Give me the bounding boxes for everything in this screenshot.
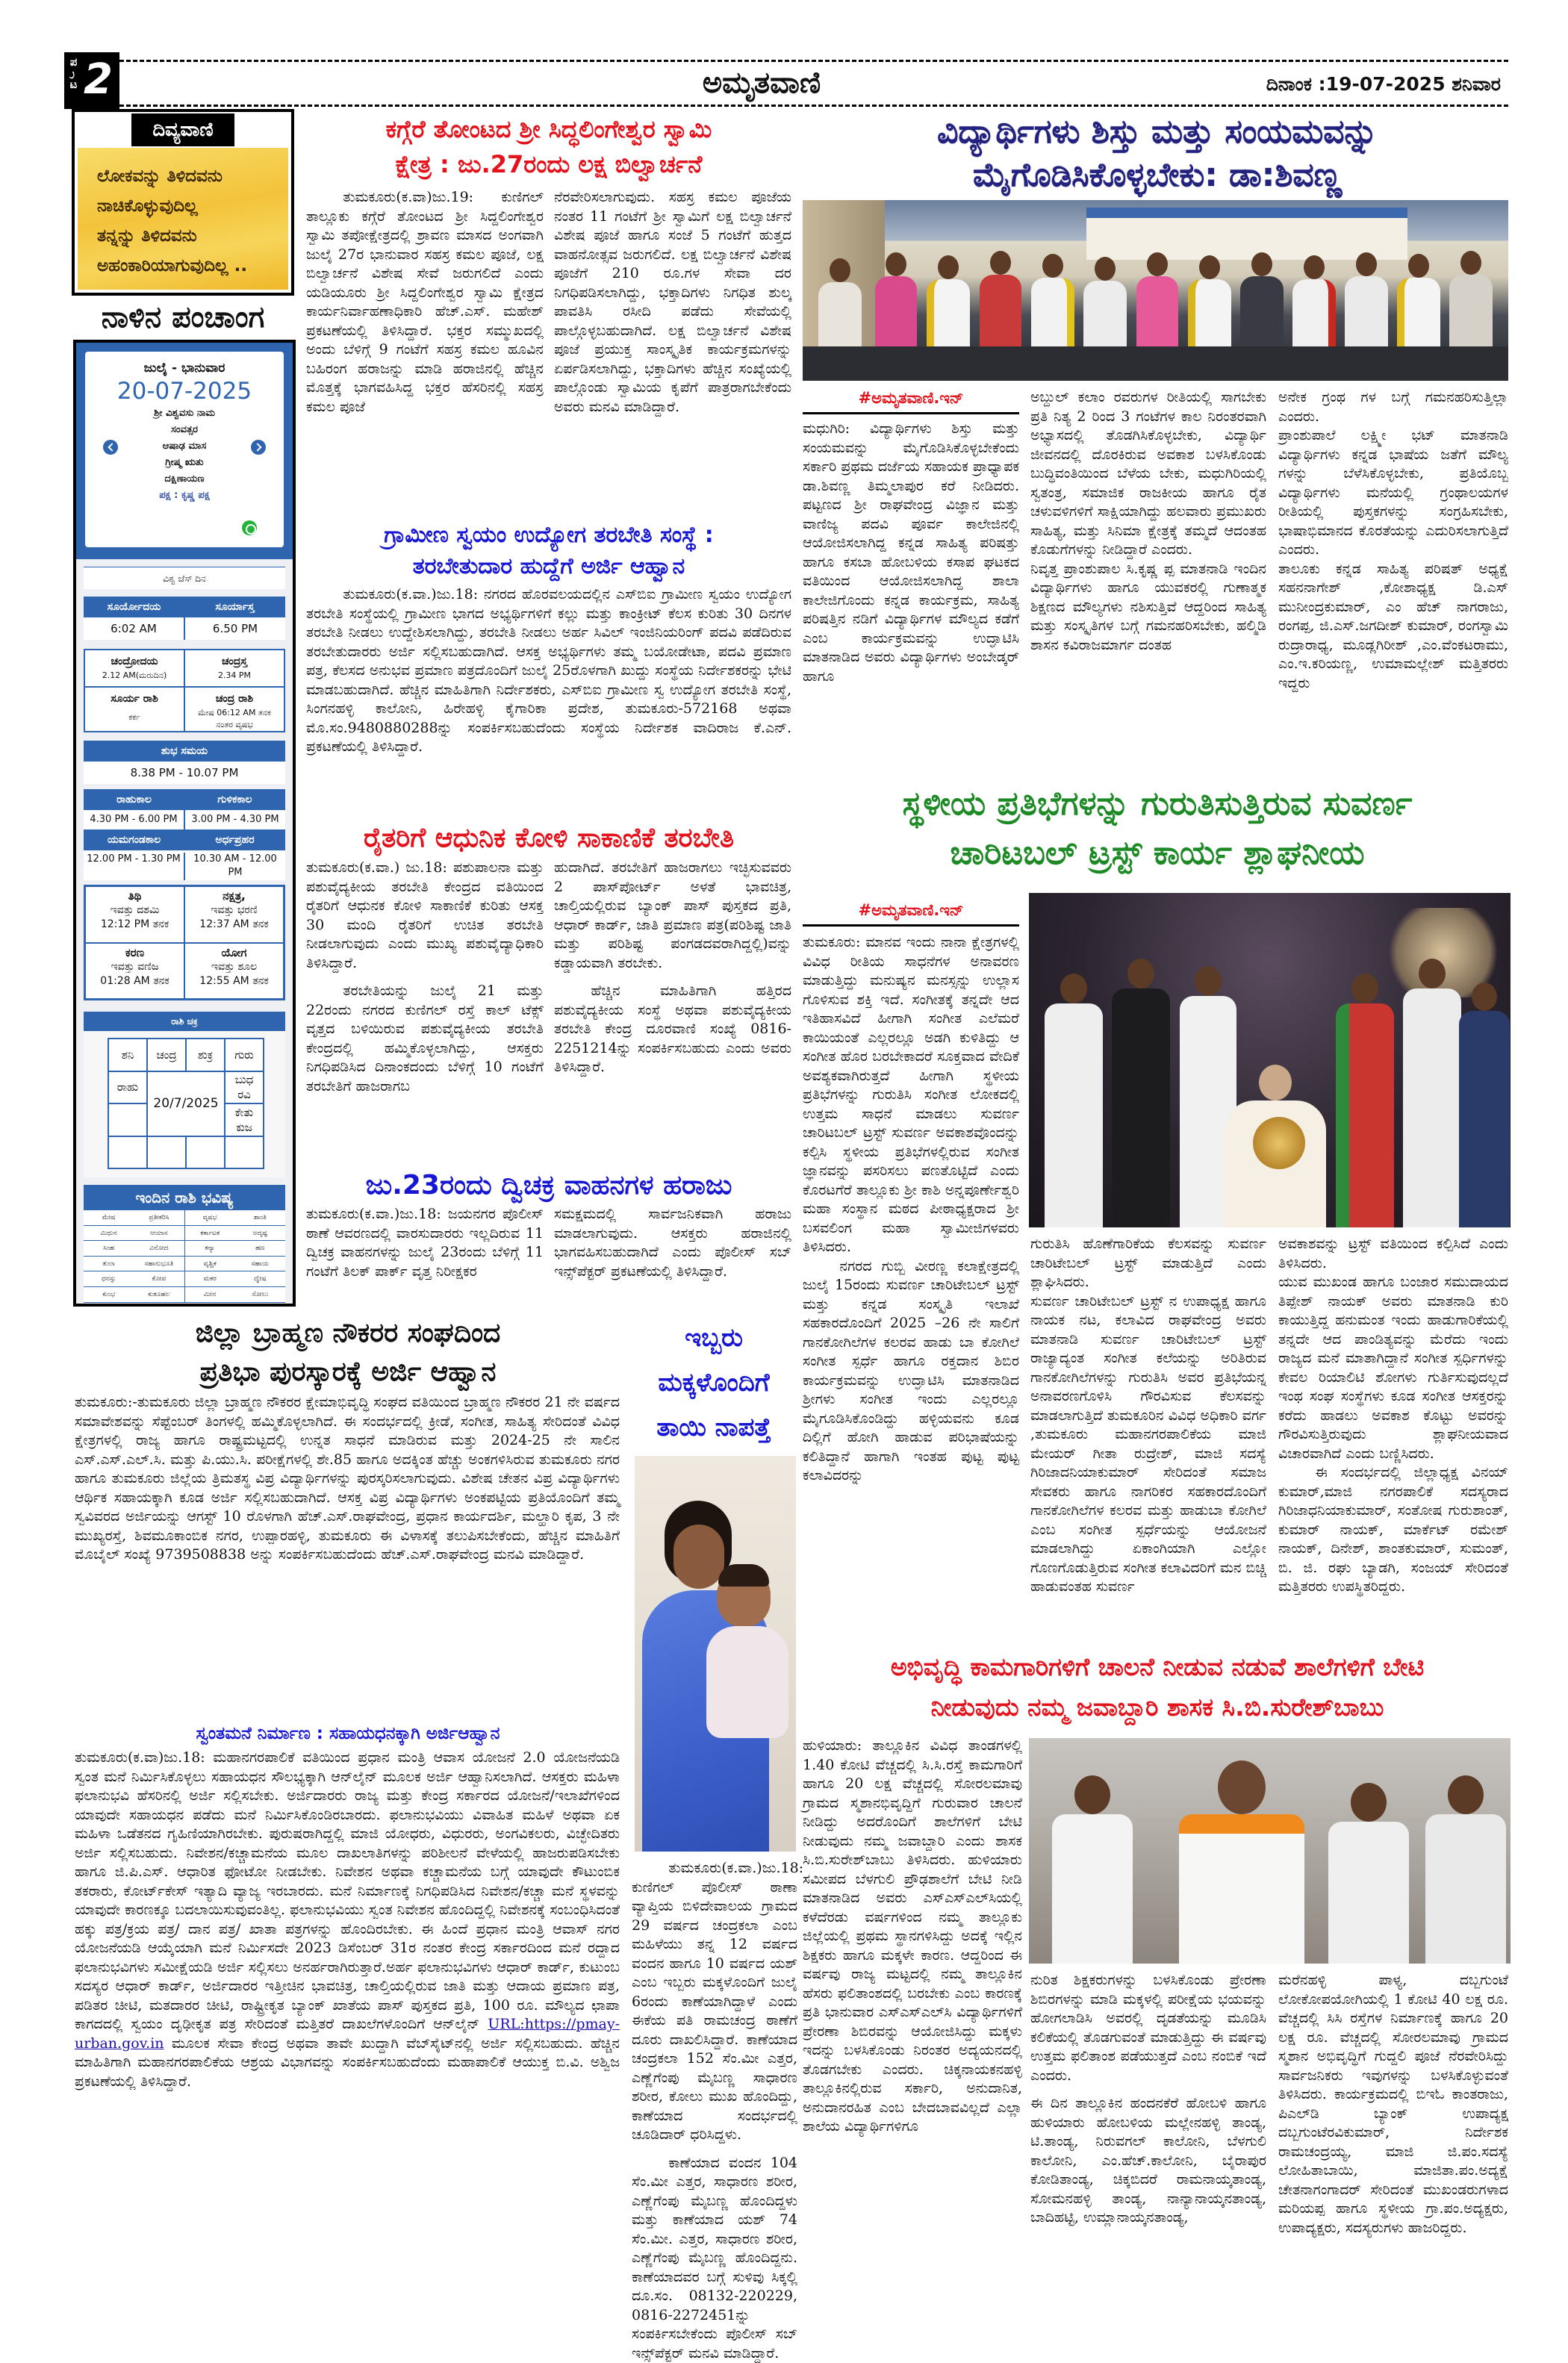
rashi-bhavishya-title: ಇಂದಿನ ರಾಶಿ ಭವಿಷ್ಯ — [84, 1185, 285, 1210]
sunrise-value: 6:02 AM — [84, 617, 184, 640]
divyavani-label: ದಿವ್ಯವಾಣಿ — [131, 113, 234, 146]
sunset-label: ಸೂರ್ಯಾಸ್ತ — [184, 597, 285, 617]
article-koli-col1 — [306, 859, 544, 1165]
surya-rashi-value: ಕರ್ಕ — [85, 712, 184, 723]
caption-rule — [803, 412, 1019, 414]
chakra-cell — [186, 1039, 225, 1071]
article-brahmana-body — [75, 1393, 620, 1719]
article-paragraph: ತುಮಕೂರು(ಕ.ವಾ.)ಜು.18: ಕುಣಿಗಲ್ ಪೊಲೀಸ್ ಠಾಣಾ ವ್ಯಾಪ್ತಿಯ ಬಿಳಿದೇವಾಲಯ ಗ್ರಾಮದ 29 ವರ್ಷದ ಚಂದ್ರಕಲಾ ಎಂಬ ಮಹಿಳೆಯು ತನ್ನ 12 ವರ್ಷದ ವಂದನ ಹಾಗೂ 10 ವರ್ಷದ ಯಶ್ ಎಂಬ ಇಬ್ಬರು ಮಕ್ಕಳೊಂದಿಗೆ ಜುಲೈ 6ರಂದು ಕಾಣೆಯಾಗಿದ್ದಾಳೆ ಎಂದು ಈಕೆಯ ಪತಿ ರಾಮಚಂದ್ರ ಠಾಣೆಗೆ ದೂರು ದಾಖಲಿಸಿದ್ದಾರೆ. ಕಾಣೆಯಾದ ಚಂದ್ರಕಲಾ 152 ಸೆಂ.ಮೀ ಎತ್ತರ, ಎಣ್ಣೆಗೆಂಪು ಮೈಬಣ್ಣ ಸಾಧಾರಣ ಶರೀರ, ಕೋಲು ಮುಖ ಹೊಂದಿದ್ದು, ಕಾಣೆಯಾದ ಸಂದರ್ಭದಲ್ಲಿ ಚೂಡಿದಾರ್ ಧರಿಸಿದ್ದಳು. — [632, 1859, 797, 2145]
rashi-prediction: ಅದೃಷ್ಟ — [235, 1226, 285, 1241]
panchanga-anga-grid — [84, 885, 285, 1000]
headline-line: ಇಬ್ಬರು — [629, 1316, 799, 1360]
rahukala-label: ರಾಹುಕಾಲ — [84, 789, 184, 810]
rashi-sign: ವೃಶ್ಚಿಕ — [184, 1257, 235, 1271]
article-swaudyoga-body — [306, 585, 791, 817]
rashi-sign: ತುಲಾ — [84, 1257, 134, 1271]
sunrise-label: ಸೂರ್ಯೋದಯ — [84, 597, 184, 617]
panchanga-detail: ಗ್ರೀಷ್ಮ ಋತು — [85, 455, 284, 471]
surya-rashi-cell — [84, 687, 184, 732]
bhavishya-row — [84, 1226, 285, 1242]
page-number: 2 — [84, 55, 113, 105]
chakra-cell — [147, 1039, 186, 1071]
headline-line: ಚಾರಿಟಬಲ್ ಟ್ರಸ್ಟ್ ಕಾರ್ಯ ಶ್ಲಾಘನೀಯ — [803, 829, 1512, 878]
article-paragraph: ನಿವೃತ್ತ ಪ್ರಾಂಶುಪಾಲ ಸಿ.ಕೃಷ್ಣ ಪ್ಪ ಮಾತನಾಡಿ ಇಂದಿನ ವಿದ್ಯಾರ್ಥಿಗಳು ಹಾಗೂ ಯುವಕರಲ್ಲಿ ಗುಣಾತ್ಮಕ ಶಿಕ್ಷಣದ ಮೌಲ್ಯಗಳು ನಶಿಸುತ್ತಿವೆ ಆದ್ದರಿಂದ ಸಾಹಿತ್ಯ ಮತ್ತು ಸಂಸ್ಕೃತಿಗಳ ಬಗ್ಗೆ ಗಮನಹರಿಸಬೇಕು, ಹಲ್ಮಿಡಿ ಶಾಸನ ಕವಿರಾಜಮಾರ್ಗ ದಂತಹ — [1030, 560, 1266, 656]
panchanga-date: 20-07-2025 — [85, 377, 284, 405]
article-kaggere-col1 — [306, 188, 544, 514]
headline-line: ಪ್ರತಿಭಾ ಪುರಸ್ಕಾರಕ್ಕೆ ಅರ್ಜಿ ಆಹ್ವಾನ — [72, 1353, 624, 1392]
photo-person — [1425, 1775, 1507, 1964]
rashi-sign: ಕರ್ಕಾಟಕ — [184, 1226, 235, 1241]
sun-header — [84, 597, 285, 617]
sun-values — [84, 617, 285, 640]
panchanga-detail: ಸಂವತ್ಸರ — [85, 422, 284, 438]
photo-person — [1335, 974, 1395, 1227]
graha: ಶುಕ್ರ — [187, 1047, 224, 1062]
chakra-cell — [225, 1039, 264, 1071]
karana-until: 01:28 AM ತನಕ — [86, 974, 184, 989]
article-text: ಮೂಲಕ ಸೇವಾ ಕೇಂದ್ರ ಅಥವಾ ತಾವೇ ಖುದ್ದಾಗಿ ವೆಬ್‌ಸೈಟ್‌ನಲ್ಲಿ ಅರ್ಜಿ ಸಲ್ಲಿಸಬಹುದು. ಹೆಚ್ಚಿನ ಮಾಹಿತಿಗಾಗಿ ಮಹಾನಗರಪಾಲಿಕೆಯ ಆಶ್ರಯ ವಿಭಾಗವನ್ನು ಸಂಪರ್ಕಿಸಬಹುದೆಂದು ಮಹಾಪಾಲಿಕೆ ಆಯುಕ್ತ ಬಿ.ವಿ. ಅಶ್ವಿಜ ಪ್ರಕಟಣೆಯಲ್ಲಿ ತಿಳಿಸಿದ್ದಾರೆ. — [75, 2035, 620, 2090]
shubha-value: 8.38 PM - 10.07 PM — [84, 762, 285, 784]
photo-person — [1044, 974, 1104, 1227]
kala-header — [84, 829, 285, 850]
chevron-left-icon[interactable] — [103, 440, 118, 455]
karana-cell — [85, 943, 184, 1000]
panchanga-title: ನಾಳಿನ ಪಂಚಾಂಗ — [72, 299, 294, 336]
article-paragraph: ತುಮಕೂರು:-ತುಮಕೂರು ಜಿಲ್ಲಾ ಬ್ರಾಹ್ಮಣ ನೌಕರರ ಕ್ಷೇಮಾಭಿವೃದ್ಧಿ ಸಂಘದ ವತಿಯಿಂದ ಬ್ರಾಹ್ಮಣ ನೌಕರರ 21 ನೇ ವರ್ಷದ ಸಮಾವೇಶವನ್ನು ಸೆಪ್ಟೆಂಬರ್ ತಿಂಗಳಲ್ಲಿ ಹಮ್ಮಿಕೊಳ್ಳಲಾಗಿದೆ. ಈ ಸಂದರ್ಭದಲ್ಲಿ ಕ್ರೀಡೆ, ಸಂಗೀತ, ಸಾಹಿತ್ಯ ಸೇರಿದಂತೆ ವಿವಿಧ ಕ್ಷೇತ್ರಗಳಲ್ಲಿ ರಾಜ್ಯ ಹಾಗೂ ರಾಷ್ಟ್ರಮಟ್ಟದಲ್ಲಿ ಉನ್ನತ ಸಾಧನೆ ಮಾಡಿರುವ ಮತ್ತು 2024-25 ನೇ ಸಾಲಿನ ಎಸ್.ಎಸ್.ಎಲ್.ಸಿ. ಮತ್ತು ಪಿ.ಯು.ಸಿ. ಪರೀಕ್ಷೆಗಳಲ್ಲಿ ಶೇ.85 ಹಾಗೂ ಅದಕ್ಕಿಂತ ಹೆಚ್ಚು ಅಂಕಗಳಿಸಿರುವ ತುಮಕೂರು ನಗರ ಹಾಗೂ ತುಮಕೂರು ಜಿಲ್ಲೆಯ ತ್ರಿಮತಸ್ಥ ವಿಪ್ರ ವಿದ್ಯಾರ್ಥಿಗಳನ್ನು ಪುರಸ್ಕರಿಸಲಾಗುವುದು. ವಿಶೇಷ ಚೇತನ ವಿಪ್ರ ವಿದ್ಯಾರ್ಥಿಗಳು ಆರ್ಥಿಕ ಸಹಾಯಕ್ಕಾಗಿ ಕೂಡ ಅರ್ಜಿ ಸಲ್ಲಿಸಬಹುದಾಗಿದೆ. ಆಸಕ್ತ ವಿಪ್ರ ವಿದ್ಯಾರ್ಥಿಗಳು ಅಂಕಪಟ್ಟಿಯ ಪ್ರತಿಯೊಂದಿಗೆ ತಮ್ಮ ಸ್ವವಿವರದ ಅರ್ಜಿಯನ್ನು ಆಗಸ್ಟ್ 10 ರೊಳಗಾಗಿ ಹೆಚ್.ಎಸ್.ರಾಘವೇಂದ್ರ, ಪ್ರಧಾನ ಕಾರ್ಯದರ್ಶಿ, ಮಲ್ಹಾರಿ ಕೃಪ, 3 ನೇ ಮುಖ್ಯರಸ್ತೆ, ಶಿವಮೂಕಾಂಬಿಕ ನಗರ, ಉಪ್ಪಾರಹಳ್ಳಿ, ತುಮಕೂರು ಈ ವಿಳಾಸಕ್ಕೆ ತಲುಪಿಸಬೇಕೆಂದು, ಹೆಚ್ಚಿನ ಮಾಹಿತಿಗೆ ಮೊಬೈಲ್ ಸಂಖ್ಯೆ 9739508838 ಅನ್ನು ಸಂಪರ್ಕಿಸಬಹುದೆಂದು ಹೆಚ್.ಎಸ್.ರಾಘವೇಂದ್ರ ಮನವಿ ಮಾಡಿದ್ದಾರೆ. — [75, 1393, 620, 1565]
article-paragraph: ಹುಳಿಯಾರು: ತಾಲ್ಲೂಕಿನ ವಿವಿಧ ತಾಂಡಗಳಲ್ಲಿ 1.40 ಕೋಟಿ ವೆಚ್ಚದಲ್ಲಿ ಸಿ.ಸಿ.ರಸ್ತೆ ಕಾಮಗಾರಿಗೆ ಹಾಗೂ 20 ಲಕ್ಷ ವೆಚ್ಚದಲ್ಲಿ ಸೋರಲಮಾವು ಗ್ರಾಮದ ಸ್ಮಶಾನಭಿವೃದ್ದಿಗೆ ಗುರುವಾರ ಚಾಲನೆ ನೀಡಿದ್ದು ಅದರೊಂದಿಗೆ ಶಾಲೆಗಳಿಗೆ ಬೇಟಿ ನೀಡುವುದು ನಮ್ಮ ಜವಾಬ್ದಾರಿ ಎಂದು ಶಾಸಕ ಸಿ.ಬಿ.ಸುರೇಶ್‌ಬಾಬು ತಿಳಿಸಿದರು. ಹುಳಿಯಾರು ಸಮೀಪದ ಬೆಳಗುಲಿ ಪ್ರೌಢಶಾಲೆಗೆ ಬೇಟಿ ನೀಡಿ ಮಾತನಾಡಿದ ಅವರು ಎಸ್‌ಎಸ್‌ಎಲ್‌ಸಿಯಲ್ಲಿ ಕಳೆದೆರಡು ವರ್ಷಗಳಿಂದ ನಮ್ಮ ತಾಲ್ಲೂಕು ಜಿಲ್ಲೆಯಲ್ಲಿ ಪ್ರಥಮ ಸ್ಥಾನಗಳಿಸಿದ್ದು ಅದಕ್ಕೆ ಇಲ್ಲಿನ ಶಿಕ್ಷಕರು ಹಾಗೂ ಮಕ್ಕಳೇ ಕಾರಣ. ಆದ್ದರಿಂದ ಈ ವರ್ಷವು ರಾಜ್ಯ ಮಟ್ಟದಲ್ಲಿ ನಮ್ಮ ತಾಲ್ಲೂಕಿನ ಹೆಸರು ಫಲಿತಾಂಶದಲ್ಲಿ ಬರಬೇಕು ಎಂಬ ಕಾರಣಕ್ಕೆ ಪ್ರತಿ ಭಾನುವಾರ ಎಸ್‌ಎಸ್‌ಎಲ್‌ಸಿ ವಿದ್ಯಾರ್ಥಿಗಳಿಗೆ ಪ್ರೇರಣಾ ಶಿಬಿರವನ್ನು ಆಯೋಜಿಸಿದ್ದು ಮಕ್ಕಳು ಇದನ್ನು ಬಳಸಿಕೊಂಡು ನಿರಂತರ ಅದ್ಯಯನದಲ್ಲಿ ತೊಡಗಬೇಕು ಎಂದರು. ಚಿಕ್ಕನಾಯಕನಹಳ್ಳಿ ತಾಲ್ಲೂಕಿನಲ್ಲಿರುವ ಸರ್ಕಾರಿ, ಅನುದಾನಿತ, ಅನುದಾನರಹಿತ ಎಂಬ ಬೇದಬಾವವಿಲ್ಲದೆ ಎಲ್ಲಾ ಶಾಲೆಯ ವಿದ್ಯಾರ್ಥಿಗಳಿಗೂ — [803, 1737, 1022, 2137]
photo-kasapa-event — [803, 200, 1508, 381]
article-awas-body — [75, 1749, 620, 2316]
rashi-prediction: ದ್ವೇಷ — [235, 1271, 285, 1286]
photo-child-clothes — [706, 1626, 788, 1738]
photo-caption-students: #ಅಮೃತವಾಣಿ.ಇನ್ — [803, 387, 1019, 409]
article-auction-col2 — [554, 1205, 791, 1304]
tithi-label: ತಿಥಿ — [86, 889, 184, 903]
article-suvarna-colF — [1278, 1235, 1508, 1640]
bhavishya-row — [84, 1241, 285, 1257]
moonset-value: 2.34 PM — [185, 670, 284, 682]
moonrise-value: 2.12 AM(ಮರುದಿನ) — [85, 670, 184, 682]
chakra-cell — [186, 1136, 225, 1169]
article-paragraph: ತುಮಕೂರು: ಮಾನವ ಇಂದು ನಾನಾ ಕ್ಷೇತ್ರಗಳಲ್ಲಿ ವಿವಿಧ ರೀತಿಯ ಸಾಧನೆಗಳ ಅನಾವರಣ ಮಾಡುತ್ತಿದ್ದು ಮನುಷ್ಯನ ಮನಸ್ಸನ್ನು ಉಲ್ಲಾಸ ಗೊಳಿಸುವ ಶಕ್ತಿ ಇದೆ. ಸಂಗೀತಕ್ಕೆ ತನ್ನದೇ ಆದ ಇತಿಹಾಸವಿದೆ ಹೀಗಾಗಿ ಸಂಗೀತ ಎಲೆಮರೆ ಕಾಯಿಯಂತೆ ಎಲ್ಲರಲ್ಲೂ ಅಡಗಿ ಕುಳಿತಿದ್ದು ಆ ಸಂಗೀತ ಹೊರ ಬರಬೇಕಾದರೆ ಸೂಕ್ತವಾದ ವೇದಿಕೆ ಅವಶ್ಯಕವಾಗಿರುತ್ತದೆ ಹೀಗಾಗಿ ಸ್ಥಳೀಯ ಪ್ರತಿಭೆಗಳನ್ನು ಗುರುತಿಸಿ ಸಂಗೀತ ಲೋಕದಲ್ಲಿ ಉತ್ತಮ ಸಾಧನೆ ಮಾಡಲು ಸುವರ್ಣ ಚಾರಿಟಬಲ್ ಟ್ರಸ್ಟ್ ಸುವರ್ಣ ಅವಕಾಶವೊಂದನ್ನು ಕಲ್ಪಿಸಿ ಸ್ಥಳೀಯ ಪ್ರತಿಭೆಗಳಲ್ಲಿರುವ ಸಂಗೀತ ಜ್ಞಾನವನ್ನು ಪಸರಿಸಲು ಪಣತೊಟ್ಟಿದೆ ಎಂದು ಕೊರಟಗೆರೆ ತಾಲ್ಲೂಕು ಶ್ರೀ ಕಾಶಿ ಅನ್ನಪೂರ್ಣೇಶ್ವರಿ ಮಹಾ ಸಂಸ್ಥಾನ ಮಠದ ಪೀಠಾಧ್ಯಕ್ಷರಾದ ಶ್ರೀ ಬಸವಲಿಂಗ ಮಹಾ ಸ್ವಾಮೀಜಿಗಳವರು ತಿಳಿಸಿದರು. — [803, 933, 1019, 1257]
nakshatra-today: ಇವತ್ತು ಭರಣಿ — [185, 903, 283, 918]
headline-koli: ರೈತರಿಗೆ ಆಧುನಿಕ ಕೋಳಿ ಸಾಕಾಣಿಕೆ ತರಬೇತಿ — [302, 820, 795, 857]
photo-child-hair — [718, 1564, 769, 1587]
panchanga-month-day: ಜುಲೈ - ಭಾನುವಾರ — [85, 359, 284, 377]
page-number-badge — [64, 52, 119, 109]
headline-missing — [629, 1316, 799, 1451]
ardhaprahara-label: ಅರ್ಧಪ್ರಹರ — [184, 829, 285, 850]
caption-rule — [803, 924, 1019, 927]
gulika-label: ಗುಳಿಕಕಾಲ — [184, 789, 285, 810]
article-paragraph: ತುಮಕೂರು(ಕ.ವಾ.)ಜು.18: ನಗರದ ಹೊರವಲಯದಲ್ಲಿನ ಎಸ್‌ಬಿಐ ಗ್ರಾಮೀಣ ಸ್ವಯಂ ಉದ್ಯೋಗ ತರಬೇತಿ ಸಂಸ್ಥೆಯಲ್ಲಿ ಗ್ರಾಮೀಣ ಭಾಗದ ಅಭ್ಯರ್ಥಿಗಳಿಗೆ ಕಲ್ಲು ಮತ್ತು ಕಾಂಕ್ರೀಟ್ ಕೆಲಸ ಕುರಿತು 30 ದಿನಗಳ ತರಬೇತಿ ನೀಡಲು ಉದ್ದೇಶಿಸಲಾಗಿದ್ದು, ತರಬೇತಿ ನೀಡಲು ಅರ್ಹ ಸಿವಿಲ್ ಇಂಜಿನಿಯರಿಂಗ್ ಪದವಿ ಪಡೆದಿರುವ ತರಬೇತುದಾರರು ಅರ್ಜಿ ಸಲ್ಲಿಸಬಹುದಾಗಿದೆ. ಆಸಕ್ತ ಅಭ್ಯರ್ಥಿಗಳು ತಮ್ಮ ಬಯೋಡೇಟಾ, ಪದವಿ ಪ್ರಮಾಣ ಪತ್ರ, ಕೆಲಸದ ಅನುಭವ ಪ್ರಮಾಣ ಪತ್ರದೊಂದಿಗೆ ಜುಲೈ 25ರೊಳಗಾಗಿ ಖುದ್ದು ಸಂಸ್ಥೆಯ ನಿರ್ದೇಶಕರನ್ನು ಭೇಟಿ ಮಾಡಬಹುದಾಗಿದೆ. ಹೆಚ್ಚಿನ ಮಾಹಿತಿಗಾಗಿ ನಿರ್ದೇಶಕರು, ಎಸ್‌ಬಿಐ ಗ್ರಾಮೀಣ ಸ್ವ ಉದ್ಯೋಗ ತರಬೇತಿ ಸಂಸ್ಥೆ, ಸಿಂಗನಹಳ್ಳಿ ಕಾಲೋನಿ, ಹಿರೇಹಳ್ಳಿ ಕೈಗಾರಿಕಾ ಪ್ರದೇಶ, ತುಮಕೂರು-572168 ಅಥವಾ ಮೊ.ಸಂ.9480880288ನ್ನು ಸಂಪರ್ಕಿಸಬಹುದೆಂದು ಸಂಸ್ಥೆಯ ನಿರ್ದೇಶಕ ವಾದಿರಾಜ ಕೆ.ಎನ್. ಪ್ರಕಟಣೆಯಲ್ಲಿ ತಿಳಿಸಿದ್ದಾರೆ. — [306, 585, 791, 757]
panchanga-detail: ಶ್ರೀ ವಿಶ್ವವಸು ನಾಮ — [85, 405, 284, 422]
panchanga-special-day: ವಿಶ್ವ ಚೆಸ್ ದಿನ — [84, 567, 285, 589]
headline-kaggere — [302, 112, 795, 184]
karana-label: ಕರಣ — [86, 946, 184, 960]
rashi-bhavishya-table — [84, 1210, 285, 1303]
chandra-rashi-value: ನಂತರ ವೃಷಭ — [185, 719, 284, 731]
bhavishya-row — [84, 1210, 285, 1226]
pmay-url-link[interactable]: URL:https://pmay-urban.gov.in — [75, 2016, 620, 2052]
rashi-sign: ಮೀನ — [184, 1287, 235, 1302]
article-students-colA — [803, 420, 1019, 770]
chandra-rashi-cell — [184, 687, 284, 732]
article-paragraph: ಹೆಚ್ಚಿನ ಮಾಹಿತಿಗಾಗಿ ಹತ್ತಿರದ ಪಶುವೈದ್ಯಕೀಯ ಸಂಸ್ಥೆ ಅಥವಾ ಪಶುವೈದ್ಯಕೀಯ ತರಬೇತಿ ಕೇಂದ್ರ ದೂರವಾಣಿ ಸಂಖ್ಯೆ 0816-2251214ನ್ನು ಸಂಪರ್ಕಿಸಬಹುದು ಎಂದು ಅವರು ತಿಳಿಸಿದ್ದಾರೆ. — [554, 982, 791, 1077]
shubha-header — [84, 741, 285, 762]
chandra-rashi-label: ಚಂದ್ರ ರಾಶಿ — [185, 691, 284, 707]
chakra-cell — [108, 1071, 147, 1104]
article-mla-colI — [1278, 1971, 1508, 2322]
photo-person — [1458, 983, 1511, 1227]
rashi-sign: ಮಿಥುನ — [84, 1226, 134, 1241]
rashi-sign: ಕುಂಭ — [84, 1287, 134, 1302]
article-text: ತುಮಕೂರು(ಕ.ವಾ)ಜು.18: ಮಹಾನಗರಪಾಲಿಕೆ ವತಿಯಿಂದ ಪ್ರಧಾನ ಮಂತ್ರಿ ಆವಾಸ ಯೋಜನೆ 2.0 ಯೋಜನೆಯಡಿ ಸ್ವಂತ ಮನೆ ನಿರ್ಮಿಸಿಕೊಳ್ಳಲು ಸಹಾಯಧನ ಸೌಲಭ್ಯಕ್ಕಾಗಿ ಆನ್‌ಲೈನ್ ಮೂಲಕ ಅರ್ಜಿ ಆಹ್ವಾನಿಸಲಾಗಿದೆ. ಆಸಕ್ತರು ಮಹಿಳಾ ಫಲಾನುಭವಿ ಹೆಸರಿನಲ್ಲಿ ಅರ್ಜಿ ಸಲ್ಲಿಸಬೇಕು. ಅರ್ಜಿದಾರರು ರಾಜ್ಯ ಮತ್ತು ಕೇಂದ್ರ ಸರ್ಕಾರದ ಯೋಜನೆ/ಇಲಾಖೆಗಳಿಂದ ಯಾವುದೇ ಸಹಾಯಧನ ಪಡೆದು ಮನೆ ನಿರ್ಮಿಸಿಕೊಂಡಿರಬಾರದು. ಫಲಾನುಭವಿಯು ವಿವಾಹಿತ ಮಹಿಳೆ ಅಥವಾ ಏಕ ಮಹಿಳಾ ಒಡೆತನದ ಗೃಹಿಣಿಯಾಗಿರಬೇಕು. ಪುರುಷರಾಗಿದ್ದಲ್ಲಿ ಮಾಜಿ ಯೋಧರು, ವಿಧುರರು, ಅಂಗವಿಕಲರು, ವಿಚ್ಛೇದಿತರು ಅರ್ಜಿ ಸಲ್ಲಿಸಬಹುದು. ನಿವೇಶನ/ಕಚ್ಚಾಮನೆಯ ಮೂಲ ದಾಖಲಾತಿಗಳನ್ನು ಪರಿಶೀಲನೆ ವೇಳೆಯಲ್ಲಿ ಹಾಜರುಪಡಿಸಬೇಕು ಹಾಗೂ ಜಿ.ಪಿ.ಎಸ್. ಆಧಾರಿತ ಫೋಟೋ ನೀಡಬೇಕು. ನಿವೇಶನ ಅಥವಾ ಕಚ್ಚಾಮನೆಯ ಬಗ್ಗೆ ಯಾವುದೇ ಕೌಟುಂಬಿಕ ತಕರಾರು, ಕೋರ್ಟ್‌ಕೇಸ್ ಇತ್ಯಾದಿ ವ್ಯಾಜ್ಯ ಇರಬಾರದು. ಮನೆ ನಿರ್ಮಾಣಕ್ಕೆ ನಿಗಧಿಪಡಿಸಿದ ನಿವೇಶನ/ಕಚ್ಚಾ ಮನೆ ಸ್ಥಳವನ್ನು ಯಾವುದೇ ಕಾರಣಕ್ಕೂ ಬದಲಾಯಿಸುವುವಂತಿಲ್ಲ. ಫಲಾನುಭವಿಯು ಸ್ವಂತ ನಿವೇಶನ ಹೊಂದಿದ್ದಲ್ಲಿ ನಿವೇಶನಕ್ಕೆ ಸಂಬಂಧಿಸಿದಂತೆ ಹಕ್ಕು ಪತ್ರ/ಕ್ರಯ ಪತ್ರ/ ದಾನ ಪತ್ರ/ ಖಾತಾ ಪತ್ರಗಳನ್ನು ಹೊಂದಿರಬೇಕು. ಈ ಹಿಂದೆ ಪ್ರಧಾನ ಮಂತ್ರಿ ಆವಾಸ್ ನಗರ ಯೋಜನೆಯಡಿ ಆಯ್ಕೆಯಾಗಿ ಮನೆ ನಿರ್ಮಿಸದೇ 2023 ಡಿಸೆಂಬರ್ 31ರ ನಂತರ ಕೇಂದ್ರ ಸರ್ಕಾರದಿಂದ ಮನೆ ರದ್ದಾದ ಫಲಾನುಭವಿಗಳು ಸಮೀಕ್ಷೆಯಡಿ ಅರ್ಜಿ ಸಲ್ಲಿಸಲು ಅನರ್ಹರಾಗಿರುತ್ತಾರೆ.ಅರ್ಹ ಫಲಾನುಭವಿಗಳು ಆಧಾರ್ ಕಾರ್ಡ್, ಕುಟುಂಬ ಸದಸ್ಯರ ಆಧಾರ್ ಕಾರ್ಡ್, ಅರ್ಜಿದಾರರ ಇತ್ತೀಚಿನ ಭಾವಚಿತ್ರ, ಚಾಲ್ತಿಯಲ್ಲಿರುವ ಜಾತಿ ಮತ್ತು ಆದಾಯ ಪ್ರಮಾಣ ಪತ್ರ, ಪಡಿತರ ಚೀಟಿ, ಮತದಾರರ ಚೀಟಿ, ರಾಷ್ಟ್ರೀಕೃತ ಬ್ಯಾಂಕ್ ಖಾತೆಯ ಪಾಸ್ ಪುಸ್ತಕದ ಪ್ರತಿ, 100 ರೂ. ಮೌಲ್ಯದ ಛಾಪಾ ಕಾಗದದಲ್ಲಿ ಸ್ವಯಂ ದೃಢೀಕೃತ ಪತ್ರ ಸೇರಿದಂತೆ ಮತ್ತಿತರೆ ದಾಖಲೆಗಳೊಂದಿಗೆ ಆನ್‌ಲೈನ್ — [75, 1749, 620, 2032]
kala-values — [84, 850, 285, 880]
shubha-values — [84, 762, 285, 784]
graha: ರವಿ — [225, 1087, 263, 1102]
graha: ಚಂದ್ರ — [148, 1047, 185, 1062]
shubha-label: ಶುಭ ಸಮಯ — [84, 741, 285, 762]
moonset-label: ಚಂದ್ರಸ್ತ — [185, 653, 284, 670]
article-paragraph — [75, 1749, 620, 2091]
chakra-cell — [225, 1136, 264, 1169]
photo-memento — [1253, 1117, 1305, 1169]
yamaganda-value: 12.00 PM - 1.30 PM — [84, 853, 184, 880]
chakra-cell — [225, 1103, 264, 1136]
article-students-colB — [1030, 388, 1266, 770]
photo-missing-mother-child — [635, 1456, 796, 1852]
rashi-chakra-panel — [84, 1031, 285, 1177]
chandra-rashi-value: ಮೇಷ 06:12 AM ತನಕ — [185, 707, 284, 719]
rashi-sign: ಧನಸ್ಸು — [84, 1271, 134, 1286]
article-paragraph: ತರಬೇತಿಯನ್ನು ಜುಲೈ 21 ಮತ್ತು 22ರಂದು ನಗರದ ಕುಣಿಗಲ್ ರಸ್ತೆ ಕಾಲ್ ಟೆಕ್ಸ್ ವೃತ್ತದ ಬಳಿಯಿರುವ ಪಶುವೈದ್ಯಕೀಯ ತರಬೇತಿ ಕೇಂದ್ರದಲ್ಲಿ ಹಮ್ಮಿಕೊಳ್ಳಲಾಗಿದ್ದು, ಆಸಕ್ತರು ನಿಗಧಿಪಡಿಸಿದ ದಿನಾಂಕದಂದು ಬೆಳಿಗ್ಗೆ 10 ಗಂಟೆಗೆ ತರಬೇತಿಗೆ ಹಾಜರಾಗಬ — [306, 982, 544, 1096]
article-missing-body — [632, 1859, 797, 2316]
article-mla-colH — [1030, 1971, 1266, 2322]
headline-awas: ಸ್ವಂತಮನೆ ನಿರ್ಮಾಣ : ಸಹಾಯಧನಕ್ಕಾಗಿ ಅರ್ಜಿಆಹ್ವಾನ — [72, 1720, 624, 1747]
article-paragraph: ತುಮಕೂರು(ಕ.ವಾ.) ಜು.18: ಪಶುಪಾಲನಾ ಮತ್ತು ಪಶುವೈದ್ಯಕೀಯ ತರಬೇತಿ ಕೇಂದ್ರದ ವತಿಯಿಂದ ರೈತರಿಗೆ ಆಧುನಕ ಕೋಳಿ ಸಾಕಾಣಿಕೆ ಕುರಿತು ಆಸಕ್ತ 30 ಮಂದಿ ರೈತರಿಗೆ ಉಚಿತ ತರಬೇತಿ ನೀಡಲಾಗುವುದು ಎಂದು ಮುಖ್ಯ ಪಶುವೈದ್ಯಾಧಿಕಾರಿ ತಿಳಿಸಿದ್ದಾರೆ. — [306, 859, 544, 973]
kala-table — [84, 789, 285, 880]
panchanga-detail: ಆಷಾಢ ಮಾಸ — [85, 438, 284, 455]
article-paragraph: ಅನೇಕ ಗ್ರಂಥ ಗಳ ಬಗ್ಗೆ ಗಮನಹರಿಸುತ್ತಿಲ್ಲಾ ಎಂದರು. — [1278, 388, 1508, 426]
rashi-prediction: ಪ್ರತೀಕರಿಸಿ — [134, 1210, 184, 1225]
surya-rashi-label: ಸೂರ್ಯ ರಾಶಿ — [85, 691, 184, 707]
article-auction-col1 — [306, 1205, 544, 1304]
nakshatra-cell — [184, 886, 284, 943]
article-paragraph: ಈ ದಿನ ತಾಲ್ಲೂಕಿನ ಹಂದನಕೆರೆ ಹೋಬಳಿ ಹಾಗೂ ಹುಳಿಯಾರು ಹೋಬಳಿಯ ಮಲ್ಲೇನಹಳ್ಳಿ ತಾಂಡ್ಯ, ಟಿ.ತಾಂಡ್ಯ, ನಿರುವಗಲ್ ಕಾಲೋನಿ, ಬೆಳಗುಲಿ ಕಾಲೋನಿ, ಎಂ.ಹೆಚ್.ಕಾಲೋನಿ, ಬೈರಾಪುರ ಕೋಡಿತಾಂಡ್ಯ, ಚಿಕ್ಕಬಿದರೆ ರಾಮನಾಯ್ಕತಾಂಡ್ಯ, ಸೋಮನಹಳ್ಳಿ ತಾಂಡ್ಯ, ನಾನ್ಯಾನಾಯ್ಕನತಾಂಡ್ಯ, ಬಾದಿಹಟ್ಟಿ, ಉಮ್ಲಾನಾಯ್ಕನತಾಂಡ್ಯ, — [1030, 2094, 1266, 2228]
article-koli-col2 — [554, 859, 791, 1165]
graha: ರಾಹು — [109, 1080, 146, 1095]
article-paragraph: ಯುವ ಮುಖಂಡ ಹಾಗೂ ಬಂಜಾರ ಸಮುದಾಯದ ತಿಪ್ಪೇಶ್ ನಾಯಕ್ ಅವರು ಮಾತನಾಡಿ ಕುರಿ ಕಾಯುತ್ತಿದ್ದ ಹನುಮಂತ ಇಂದು ಹಾಡುಗಾರಿಕೆಯಲ್ಲಿ ತನ್ನದೇ ಆದ ಪಾಂಡಿತ್ಯವನ್ನು ಮೆರೆದು ಇಂದು ರಾಜ್ಯದ ಮನೆ ಮಾತಾಗಿದ್ದಾನೆ ಸಂಗೀತ ಸ್ಪರ್ಧಿಗಳನ್ನು ಕೇವಲ ರಿಯಾಲಿಟಿ ಶೋಗಳು ಗುರ್ತಿಸುವುದಲ್ಲದೆ ಇಂಥ ಸಂಘ ಸಂಸ್ಥೆಗಳು ಕೂಡ ಸಂಗೀತ ಆಸಕ್ತರನ್ನು ಕರೆದು ಹಾಡಲು ಅವಕಾಶ ಕೊಟ್ಟು ಅವರನ್ನು ಗೌರವಿಸುತ್ತಿರುವುದು ಶ್ಲಾಘನೀಯವಾದ ವಿಚಾರವಾಗಿದೆ ಎಂದು ಬಣ್ಣಿಸಿದರು. — [1278, 1273, 1508, 1463]
moon-rashi-table — [84, 649, 285, 732]
rashi-prediction: ಸಹಾಯ — [235, 1257, 285, 1271]
panchanga-detail: ದಕ್ಷಿಣಾಯಣ — [85, 471, 284, 488]
photo-face — [673, 1525, 724, 1589]
photo-person — [1402, 959, 1462, 1227]
photo-mla-visit — [1029, 1738, 1511, 1964]
bhavishya-row — [84, 1287, 285, 1303]
bhavishya-row — [84, 1271, 285, 1287]
article-kaggere-col2 — [554, 188, 791, 514]
quote-line: ಅಹಂಕಾರಿಯಾಗುವುದಿಲ್ಲ .. — [97, 251, 279, 281]
rashi-prediction: ವಿನೋದ — [134, 1241, 184, 1256]
headline-brahmana — [72, 1314, 624, 1392]
headline-line: ಅಭಿವೃದ್ಧಿ ಕಾಮಗಾರಿಗಳಿಗೆ ಚಾಲನೆ ನೀಡುವ ನಡುವೆ ಶಾಲೆಗಳಿಗೆ ಬೇಟಿ — [803, 1647, 1512, 1687]
rashi-sign: ಮಕರ — [184, 1271, 235, 1286]
photo-person-mla — [1178, 1760, 1305, 1964]
graha: ಬುಧ — [225, 1072, 263, 1087]
header-divider-bottom — [119, 105, 1508, 107]
graha: ಗುರು — [225, 1047, 263, 1062]
chevron-right-icon[interactable] — [251, 440, 266, 455]
headline-students — [803, 110, 1512, 199]
rashi-prediction: ಆಯಾಸ — [134, 1226, 184, 1241]
headline-line: ಜಿಲ್ಲಾ ಬ್ರಾಹ್ಮಣ ನೌಕರರ ಸಂಘದಿಂದ — [72, 1314, 624, 1353]
kala-header — [84, 789, 285, 810]
divyavani-box — [72, 109, 294, 296]
chakra-cell — [108, 1103, 147, 1136]
yamaganda-label: ಯಮಗಂಡಕಾಲ — [84, 829, 184, 850]
gulika-value: 3.00 PM - 4.30 PM — [184, 810, 285, 829]
tithi-today: ಇವತ್ತು ದಶಮಿ — [86, 903, 184, 918]
rashi-prediction: ಕುತೂಹಲ — [134, 1287, 184, 1302]
whatsapp-icon[interactable] — [242, 520, 257, 535]
rahukala-value: 4.30 PM - 6.00 PM — [84, 810, 184, 829]
moonset-cell — [184, 650, 284, 687]
rashi-sign: ಸಿಂಹ — [84, 1241, 134, 1256]
nakshatra-label: ನಕ್ಷತ್ರ, — [185, 889, 283, 903]
graha: ಶನಿ — [109, 1047, 146, 1062]
article-paragraph: ಕಾಣೆಯಾದ ವಂದನ 104 ಸೆಂ.ಮೀ ಎತ್ತರ, ಸಾಧಾರಣ ಶರೀರ, ಎಣ್ಣೆಗೆಂಪು ಮೈಬಣ್ಣ ಹೊಂದಿದ್ದಳು ಮತ್ತು ಕಾಣೆಯಾದ ಯಶ್ 74 ಸೆಂ.ಮೀ. ಎತ್ತರ, ಸಾಧಾರಣ ಶರೀರ, ಎಣ್ಣೆಗೆಂಪು ಮೈಬಣ್ಣ ಹೊಂದಿದ್ದನು. ಕಾಣೆಯಾದವರ ಬಗ್ಗೆ ಸುಳಿವು ಸಿಕ್ಕಲ್ಲಿ ದೂ.ಸಂ. 08132-220229, 0816-2272451ನ್ನು ಸಂಪರ್ಕಿಸಬೇಕೆಂದು ಪೊಲೀಸ್ ಸಬ್ ಇನ್ಸ್‌ಪೆಕ್ಟರ್ ಮನವಿ ಮಾಡಿದ್ದಾರೆ. — [632, 2154, 797, 2363]
sunset-value: 6.50 PM — [184, 617, 285, 640]
article-paragraph: ಸಮಕ್ಷಮದಲ್ಲಿ ಸಾರ್ವಜನಿಕವಾಗಿ ಹರಾಜು ಮಾಡಲಾಗುವುದು. ಆಸಕ್ತರು ಹರಾಜಿನಲ್ಲಿ ಭಾಗವಹಿಸಬಹುದಾಗಿದೆ ಎಂದು ಪೊಲೀಸ್ ಸಬ್ ಇನ್ಸ್‌ಪೆಕ್ಟರ್ ಪ್ರಕಟಣೆಯಲ್ಲಿ ತಿಳಿಸಿದ್ದಾರೆ. — [554, 1205, 791, 1281]
chakra-cell — [225, 1071, 264, 1104]
article-paragraph: ತುಮಕೂರು(ಕ.ವಾ.)ಜು.18: ಜಯನಗರ ಪೊಲೀಸ್ ಠಾಣೆ ಆವರಣದಲ್ಲಿ ವಾರಸುದಾರರು ಇಲ್ಲದಿರುವ 11 ದ್ವಿಚಕ್ರ ವಾಹನಗಳನ್ನು ಜುಲೈ 23ರಂದು ಬೆಳಿಗ್ಗೆ 11 ಗಂಟೆಗೆ ತಿಲಕ್ ಪಾರ್ಕ್ ವೃತ್ತ ನಿರೀಕ್ಷಕರ — [306, 1205, 544, 1281]
moonrise-cell — [84, 650, 184, 687]
karana-today: ಇವತ್ತು ವಣಿಜ — [86, 960, 184, 974]
panchanga-paksha: ಪಕ್ಷ : ಕೃಷ್ಣ ಪಕ್ಷ — [85, 488, 284, 504]
graha: ಕೇತು — [225, 1105, 263, 1120]
quote-line: ನಾಚಿಕೊಳ್ಳುವುದಿಲ್ಲ — [97, 191, 279, 221]
chakra-center — [147, 1071, 225, 1136]
quote-line: ಲೋಕವನ್ನು ತಿಳಿದವನು — [97, 161, 279, 191]
issue-date: ದಿನಾಂಕ :19-07-2025 ಶನಿವಾರ — [1098, 72, 1501, 96]
article-mla-colG — [803, 1737, 1022, 2322]
rashi-prediction: ಹಣ — [235, 1241, 285, 1256]
graha: ಕುಜ — [225, 1120, 263, 1135]
chakra-cell — [108, 1136, 147, 1169]
headline-line: ನೀಡುವುದು ನಮ್ಮ ಜವಾಬ್ದಾರಿ ಶಾಸಕ ಸಿ.ಬಿ.ಸುರೇಶ್‌ಬಾಬು — [803, 1687, 1512, 1728]
rashi-sign: ಮೇಷ — [84, 1210, 134, 1225]
tithi-until: 12:12 PM ತನಕ — [86, 918, 184, 932]
headline-line: ಮೈಗೊಡಿಸಿಕೊಳ್ಳಬೇಕು: ಡಾ:ಶಿವಣ್ಣ — [803, 154, 1512, 197]
rashi-prediction: ಸೋಲು — [235, 1287, 285, 1302]
headline-line: ಮಕ್ಕಳೊಂದಿಗೆ — [629, 1360, 799, 1405]
ardhaprahara-value: 10.30 AM - 12.00 PM — [184, 853, 285, 880]
article-paragraph: ತಾಲೂಕು ಕನ್ನಡ ಸಾಹಿತ್ಯ ಪರಿಷತ್ ಅಧ್ಯಕ್ಷೆ ಸಹನನಾಗೇಶ್ ,ಕೋಶಾಧ್ಯಕ್ಷ ಡಿ.ಎಸ್ ಮುನೀಂದ್ರಕುಮಾರ್, ಎಂ ಹೆಚ್ ನಾಗರಾಜು, ರಂಗಪ್ಪ, ಜಿ.ಎಸ್.ಜಗದೀಶ್ ಕುಮಾರ್, ರಂಗಸ್ವಾಮಿ ರುದ್ರಾರಾಧ್ಯ, ಮೂಡ್ಲಗಿರೀಶ್ ,ಎಂ.ವೆಂಕಟರಾಮು, ಎಂ.ಇ.ಕರಿಯಣ್ಣ, ಉಮಾಮಲ್ಲೇಶ್ ಮತ್ತಿತರರು ಇದ್ದರು — [1278, 560, 1508, 694]
headline-suvarna — [803, 779, 1512, 881]
yoga-until: 12:55 AM ತನಕ — [185, 974, 283, 989]
article-paragraph: ನಗರದ ಗುಬ್ಬಿ ವೀರಣ್ಣ ಕಲಾಕ್ಷೇತ್ರದಲ್ಲಿ ಜುಲೈ 15ರಂದು ಸುವರ್ಣ ಚಾರಿಟೇಬಲ್ ಟ್ರಸ್ಟ್ ಮತ್ತು ಕನ್ನಡ ಸಂಸ್ಕೃತಿ ಇಲಾಖೆ ಸಹಕಾರದೊಂದಿಗೆ 2025 –26 ನೇ ಸಾಲಿಗೆ ಗಾನಕೋಗಿಲೆಗಳ ಕಲರವ ಹಾಡು ಬಾ ಕೋಗಿಲೆ ಸಂಗೀತ ಸ್ಪರ್ಧೆ ಹಾಗೂ ರಕ್ತದಾನ ಶಿಬಿರ ಕಾರ್ಯಕ್ರಮವನ್ನು ಉದ್ಘಾಟಿಸಿ ಮಾತನಾಡಿದ ಶ್ರೀಗಳು ಸಂಗೀತ ಇಂದು ಎಲ್ಲರಲ್ಲೂ ಮೈಗೂಡಿಸಿಕೊಂಡಿದ್ದು ಹಳ್ಳಿಯವನು ಕೂಡ ದಿಲ್ಲಿಗೆ ಹೋಗಿ ಹಾಡುವ ಪರಿಭಾಷೆಯನ್ನು ಕಲಿತಿದ್ದಾನೆ ಹಾಗಾಗಿ ಇಂತಹ ಪುಟ್ಟ ಪುಟ್ಟ ಕಲಾವಿದರನ್ನು — [803, 1257, 1019, 1486]
article-paragraph: ಅಬ್ದುಲ್ ಕಲಾಂ ರವರುಗಳ ರೀತಿಯಲ್ಲಿ ಸಾಗಬೇಕು ಪ್ರತಿ ನಿತ್ಯ 2 ರಿಂದ 3 ಗಂಟೆಗಳ ಕಾಲ ನಿರಂತರವಾಗಿ ಅಭ್ಯಾಸದಲ್ಲಿ ತೊಡಗಿಸಿಕೊಳ್ಳಬೇಕು, ವಿದ್ಯಾರ್ಥಿ ಜೀವನದಲ್ಲಿ ದೊರಕಿರುವ ಅವಕಾಶ ಬಳಸಿಕೊಂಡು ಬುದ್ಧಿವಂತಿಯಿಂದ ಬೆಳೆಯ ಬೇಕು, ಮಧುಗಿರಿಯಲ್ಲಿ ಸ್ವತಂತ್ರ, ಸಮಾಜಿಕ ರಾಜಕೀಯ ಹಾಗೂ ರೈತ ಚಳುವಳಿಗಳಿಗೆ ಸಾಕ್ಷಿಯಾಗಿದ್ದು ಹಲವಾರು ಪ್ರಮುಖರು ಸಾಹಿತ್ಯ, ಮತ್ತು ಸಿನಿಮಾ ಕ್ಷೇತ್ರಕ್ಕೆ ತಮ್ಮದೆ ಆದಂತಹ ಕೊಡುಗೆಗಳನ್ನು ನೀಡಿದ್ದಾರೆ ಎಂದರು. — [1030, 388, 1266, 560]
rashi-sign: ವೃಷಭ — [184, 1210, 235, 1225]
page-label: ಪುಟ — [67, 57, 81, 90]
photo-caption-suvarna: #ಅಮೃತವಾಣಿ.ಇನ್ — [803, 899, 1019, 921]
rashi-chakra-title: ರಾಶಿ ಚಕ್ರ — [84, 1012, 285, 1031]
header-divider-top — [119, 60, 1508, 62]
article-paragraph: ಸುವರ್ಣ ಚಾರಿಟೇಬಲ್ ಟ್ರಸ್ಟ್ ನ ಉಪಾಧ್ಯಕ್ಷ ಹಾಗೂ ನಾಯಕ ನಟ, ಕಲಾವಿದ ರಾಘವೇಂದ್ರ ಅವರು ಮಾತನಾಡಿ ಸುವರ್ಣ ಚಾರಿಟೇಬಲ್ ಟ್ರಸ್ಟ್ ರಾಜ್ಯಾದ್ಯಂತ ಸಂಗೀತ ಕಲೆಯನ್ನು ಅರಿತಿರುವ ಗಾನಕೋಗಿಲೆಗಳನ್ನು ಗುರುತಿಸಿ ಅವರ ಪ್ರತಿಭೆಯನ್ನ ಅನಾವರಣಗೊಳಿಸಿ ಗೌರವಿಸುವ ಕೆಲಸವನ್ನು ಮಾಡಲಾಗುತ್ತಿದೆ ತುಮಕೂರಿನ ವಿವಿಧ ಅಧಿಕಾರಿ ವರ್ಗ ,ತುಮಕೂರು ಮಹಾನಗರಪಾಲಿಕೆಯ ಮಾಜಿ ಮೇಯರ್ ಗೀತಾ ರುದ್ರೇಶ್, ಮಾಜಿ ಸದಸ್ಯೆ ಗಿರಿಜಾದನಿಯಾಕುಮಾರ್ ಸೇರಿದಂತೆ ಸಮಾಜ ಸೇವಕರು ಹಾಗೂ ನಾಗರಿಕರ ಸಹಕಾರದೊಂದಿಗೆ ಗಾನಕೋಗಿಲೆಗಳ ಕಲರವ ಮತ್ತು ಹಾಡುಬಾ ಕೋಗಿಲೆ ಎಂಬ ಸಂಗೀತ ಸ್ಪರ್ಧೆಯನ್ನು ಆಯೋಜನೆ ಮಾಡಲಾಗಿದ್ದು ಏಕಾಂಗಿಯಾಗಿ ಎಲ್ಲೋ ಗೊಣಗೊಡುತ್ತಿರುವ ಸಂಗೀತ ಕಲಾವಿದರಿಗೆ ಮನ ಬಿಚ್ಚಿ ಹಾಡುವಂತಹ ಸುವರ್ಣ — [1030, 1292, 1266, 1597]
article-paragraph: ನುರಿತ ಶಿಕ್ಷಕರುಗಳನ್ನು ಬಳಸಿಕೊಂಡು ಪ್ರೇರಣಾ ಶಿಬಿರಗಳನ್ನು ಮಾಡಿ ಮಕ್ಕಳಲ್ಲಿ ಪರೀಕ್ಷೆಯ ಭಯವನ್ನು ಹೋಗಲಾಡಿಸಿ ಅವರಲ್ಲಿ ದೃಡತೆಯನ್ನು ಮೂಡಿಸಿ ಕಲಿಕೆಯಲ್ಲಿ ತೊಡಗುವಂತೆ ಮಾಡುತ್ತಿದ್ದು ಈ ವರ್ಷವು ಉತ್ತಮ ಫಲಿತಾಂಶ ಪಡೆಯುತ್ತದೆ ಎಂಬ ನಂಬಿಕೆ ಇದೆ ಎಂದರು. — [1030, 1971, 1266, 2085]
sun-times — [84, 597, 285, 640]
yoga-cell — [184, 943, 284, 1000]
rashi-sign: ಕನ್ಯಾ — [184, 1241, 235, 1256]
article-paragraph: ಪ್ರಾಂಶುಪಾಲೆ ಲಕ್ಷ್ಮೀ ಭಟ್ ಮಾತನಾಡಿ ವಿದ್ಯಾರ್ಥಿಗಳು ಕನ್ನಡ ಭಾಷೆಯ ಜತೆಗೆ ಮೌಲ್ಯ ಗಳನ್ನು ಬೆಳೆಸಿಕೊಳ್ಳಬೇಕು, ಪ್ರತಿಯೊಬ್ಬ ವಿದ್ಯಾರ್ಥಿಗಳು ಮನೆಯಲ್ಲಿ ಗ್ರಂಥಾಲಯಗಳ ರೀತಿಯಲ್ಲಿ ಪುಸ್ತಕಗಳನ್ನು ಸಂಗ್ರಹಿಸಬೇಕು, ಭಾಷಾಭಿಮಾನದ ಕೊರತೆಯನ್ನು ಎದುರಿಸಲಾಗುತ್ತಿದೆ ಎಂದರು. — [1278, 426, 1508, 560]
chakra-cell — [108, 1039, 147, 1071]
article-paragraph: ನೆರವೇರಿಸಲಾಗುವುದು. ಸಹಸ್ರ ಕಮಲ ಪೂಜೆಯ ನಂತರ 11 ಗಂಟೆಗೆ ಶ್ರೀ ಸ್ವಾಮಿಗೆ ಲಕ್ಷ ಬಿಲ್ವಾರ್ಚನೆ ವಿಶೇಷ ಪೂಜೆ ಹಾಗೂ ಸಂಜೆ 5 ಗಂಟೆಗೆ ಹುತ್ತದ ವಾಹನೋತ್ಸವ ಜರುಗಲಿದೆ. ಲಕ್ಷ ಬಿಲ್ವಾರ್ಚನೆ ವಿಶೇಷ ಪೂಜೆಗೆ 210 ರೂ.ಗಳ ಸೇವಾ ದರ ನಿಗಧಿಪಡಿಸಲಾಗಿದ್ದು, ಭಕ್ತಾದಿಗಳು ನಿಗಧಿತ ಶುಲ್ಕ ಪಾವತಿಸಿ ರಸೀದಿ ಪಡೆದು ಸೇವೆಯಲ್ಲಿ ಪಾಲ್ಗೊಳ್ಳಬಹುದಾಗಿದೆ. ಲಕ್ಷ ಬಿಲ್ವಾರ್ಚನೆ ವಿಶೇಷ ಪೂಜೆ ಪ್ರಯುಕ್ತ ಸಾಂಸ್ಕೃತಿಕ ಕಾರ್ಯಕ್ರಮಗಳನ್ನು ಏರ್ಪಡಿಸಲಾಗಿದ್ದು, ಭಕ್ತಾದಿಗಳು ಹೆಚ್ಚಿನ ಸಂಖ್ಯೆಯಲ್ಲಿ ಪಾಲ್ಗೊಂಡು ಸ್ವಾಮಿಯ ಕೃಪೆಗೆ ಪಾತ್ರರಾಗಬೇಕೆಂದು ಅವರು ಮನವಿ ಮಾಡಿದ್ದಾರೆ. — [554, 188, 791, 417]
photo-person — [1328, 1783, 1410, 1964]
headline-line: ಸ್ಥಳೀಯ ಪ್ರತಿಭೆಗಳನ್ನು ಗುರುತಿಸುತ್ತಿರುವ ಸುವರ್ಣ — [803, 779, 1512, 829]
moonrise-label: ಚಂದ್ರೋದಯ — [85, 653, 184, 670]
chakra-cell — [147, 1136, 186, 1169]
headline-mla — [803, 1647, 1512, 1731]
tithi-cell — [85, 886, 184, 943]
photo-person — [1111, 959, 1171, 1227]
kala-values — [84, 810, 285, 829]
divyavani-quote — [78, 148, 288, 290]
headline-auction: ಜು.23ರಂದು ದ್ವಿಚಕ್ರ ವಾಹನಗಳ ಹರಾಜು — [302, 1168, 795, 1204]
photo-table — [803, 346, 1508, 381]
article-paragraph: ಅವಕಾಶವನ್ನು ಟ್ರಸ್ಟ್ ವತಿಯಿಂದ ಕಲ್ಪಿಸಿದೆ ಎಂದು ತಿಳಿಸಿದರು. — [1278, 1235, 1508, 1273]
article-suvarna-colE — [1030, 1235, 1266, 1640]
headline-line: ಕ್ಷೇತ್ರ : ಜು.27ರಂದು ಲಕ್ಷ ಬಿಲ್ವಾರ್ಚನೆ — [302, 147, 795, 182]
masthead-title: ಅಮೃತವಾಣಿ — [538, 64, 986, 102]
panchanga-date-card — [85, 352, 284, 547]
photo-suvarna-trust-event — [1029, 893, 1511, 1227]
panchanga-widget — [73, 340, 296, 1307]
rashi-prediction: ಶಾಂತಿ — [235, 1210, 285, 1225]
shubha-samaya — [84, 741, 285, 784]
headline-line: ತಾಯಿ ನಾಪತ್ತೆ — [629, 1405, 799, 1450]
headline-line: ವಿದ್ಯಾರ್ಥಿಗಳು ಶಿಸ್ತು ಮತ್ತು ಸಂಯಮವನ್ನು — [803, 110, 1512, 154]
nakshatra-until: 12:37 AM ತನಕ — [185, 918, 283, 932]
article-suvarna-colD — [803, 933, 1019, 1640]
headline-line: ಗ್ರಾಮೀಣ ಸ್ವಯಂ ಉದ್ಯೋಗ ತರಬೇತಿ ಸಂಸ್ಥೆ : — [302, 520, 795, 551]
headline-line: ಕಗ್ಗೆರೆ ತೋಂಟದ ಶ್ರೀ ಸಿದ್ಧಲಿಂಗೇಶ್ವರ ಸ್ವಾಮಿ — [302, 112, 795, 147]
article-paragraph: ಮರೆನಹಳ್ಳಿ ಪಾಳ್ಯ, ದಬ್ಬಗುಂಟೆ ಲೋಕೋಪಯೋಗಿಯಲ್ಲಿ 1 ಕೋಟಿ 40 ಲಕ್ಷ ರೂ. ವೆಚ್ಚದಲ್ಲಿ ಸಿಸಿ ರಸ್ತೆಗಳ ನಿರ್ಮಾಣಕ್ಕೆ ಹಾಗೂ 20 ಲಕ್ಷ ರೂ. ವೆಚ್ಚದಲ್ಲಿ ಸೋರಲಮಾವು ಗ್ರಾಮದ ಸ್ಮಶಾನ ಅಭಿವೃದ್ಧಿಗೆ ಗುದ್ದಲಿ ಪೂಜೆ ನೆರವೇರಿಸಿದ್ದು ಸಾರ್ವಜನಿಕರು ಇವುಗಳನ್ನು ಬಳಸಿಕೊಳ್ಳುವಂತೆ ತಿಳಿಸಿದರು. ಕಾರ್ಯಕ್ರಮದಲ್ಲಿ ಬಿಇಓ ಕಾಂತರಾಜು, ಪಿಎಲ್‌ಡಿ ಬ್ಯಾಂಕ್ ಉಪಾದ್ಯಕ್ಷ ದಬ್ಬಗುಂಟೆರವಿಕುಮಾರ್, ನಿರ್ದೇಶಕ ರಾಮಚಂದ್ರಯ್ಯ, ಮಾಜಿ ಜಿ.ಪಂ.ಸದಸ್ಯೆ ಲೋಹಿತಾಬಾಯಿ, ಮಾಜಿತಾ.ಪಂ.ಅದ್ಯಕ್ಷೆ ಚೇತನಾಗಂಗಾದರ್ ಸೇರಿದಂತೆ ಮುಖಂಡರುಗಳಾದ ಮರಿಯಪ್ಪ ಹಾಗೂ ಸ್ಥಳೀಯ ಗ್ರಾ.ಪಂ.ಅದ್ಯಕ್ಷರು, ಉಪಾದ್ಯಕ್ಷರು, ಸದಸ್ಯರುಗಳು ಹಾಜರಿದ್ದರು. — [1278, 1971, 1508, 2238]
quote-line: ತನ್ನನ್ನು ತಿಳಿದವನು — [97, 221, 279, 251]
article-students-colC — [1278, 388, 1508, 770]
rashi-prediction: ಸಹಾನುಭೂತಿ — [134, 1257, 184, 1271]
article-paragraph: ಈ ಸಂದರ್ಭದಲ್ಲಿ ಜಿಲ್ಲಾಧ್ಯಕ್ಷ ವಿನಯ್ ಕುಮಾರ್,ಮಾಜಿ ನಗರಪಾಲಿಕೆ ಸದಸ್ಯರಾದ ಗಿರಿಜಾಧನಿಯಾಕುಮಾರ್, ಸಂತೋಷ ಗುರುಶಾಂತ್, ಕುಮಾರ್ ನಾಯಕ್, ಮಾರ್ಕೆಟ್ ರಮೇಶ್ ನಾಯಕ್, ದಿನೇಶ್, ಶಾಂತಕುಮಾರ್, ಸುಮಂತ್, ಬಿ. ಜಿ. ರಘು ಬ್ಯಾಡಗಿ, ಸಂಜಯ್ ಸೇರಿದಂತೆ ಮತ್ತಿತರರು ಉಪಸ್ಥಿತರಿದ್ದರು. — [1278, 1463, 1508, 1597]
article-paragraph: ಹುದಾಗಿದೆ. ತರಬೇತಿಗೆ ಹಾಜರಾಗಲು ಇಚ್ಛಿಸುವವರು 2 ಪಾಸ್‌ಪೋರ್ಟ್ ಅಳತೆ ಭಾವಚಿತ್ರ, ಚಾಲ್ತಿಯಲ್ಲಿರುವ ಬ್ಯಾಂಕ್ ಪಾಸ್ ಪುಸ್ತಕದ ಪ್ರತಿ, ಆಧಾರ್ ಕಾರ್ಡ್, ಜಾತಿ ಪ್ರಮಾಣ ಪತ್ರ(ಪರಿಶಿಷ್ಟ ಜಾತಿ ಮತ್ತು ಪರಿಶಿಷ್ಟ ಪಂಗಡದವರಾಗಿದ್ದಲ್ಲಿ)ವನ್ನು ಕಡ್ಡಾಯವಾಗಿ ತರಬೇಕು. — [554, 859, 791, 973]
rashi-chakra-grid — [108, 1038, 264, 1169]
yoga-label: ಯೋಗ — [185, 946, 283, 960]
headline-swaudyoga — [302, 520, 795, 584]
yoga-today: ಇವತ್ತು ಶೂಲ — [185, 960, 283, 974]
photo-person — [1051, 1775, 1133, 1964]
chakra-date: 20/7/2025 — [148, 1096, 224, 1111]
bhavishya-row — [84, 1257, 285, 1272]
headline-line: ತರಬೇತುದಾರ ಹುದ್ದೆಗೆ ಅರ್ಜಿ ಆಹ್ವಾನ — [302, 551, 795, 582]
article-paragraph: ಗುರುತಿಸಿ ಹೊಣೆಗಾರಿಕೆಯ ಕೆಲಸವನ್ನು ಸುವರ್ಣ ಚಾರಿಟೇಬಲ್ ಟ್ರಸ್ಟ್ ಮಾಡುತ್ತಿದೆ ಎಂದು ಶ್ಲಾಘಿಸಿದರು. — [1030, 1235, 1266, 1292]
article-paragraph: ತುಮಕೂರು(ಕ.ವಾ)ಜು.19: ಕುಣಿಗಲ್ ತಾಲ್ಲೂಕು ಕಗ್ಗೆರೆ ತೋಂಟದ ಶ್ರೀ ಸಿದ್ದಲಿಂಗೇಶ್ವರ ಸ್ವಾಮಿ ತಪೋಕ್ಷೇತ್ರದಲ್ಲಿ ಶ್ರಾವಣ ಮಾಸದ ಅಂಗವಾಗಿ ಜುಲೈ 27ರ ಭಾನುವಾರ ಸಹಸ್ರ ಕಮಲ ಪೂಜೆ, ಲಕ್ಷ ಬಿಲ್ವಾರ್ಚನೆ ವಿಶೇಷ ಸೇವೆ ಜರುಗಲಿದೆ ಎಂದು ಯಡಿಯೂರು ಶ್ರೀ ಸಿದ್ದಲಿಂಗೇಶ್ವರ ಸ್ವಾಮಿ ಕ್ಷೇತ್ರದ ಕಾರ್ಯನಿರ್ವಾಹಣಾಧಿಕಾರಿ ಹೆಚ್.ಎಸ್. ಮಹೇಶ್ ಪ್ರಕಟಣೆಯಲ್ಲಿ ತಿಳಿಸಿದ್ದಾರೆ. ಭಕ್ತರ ಸಮ್ಮುಖದಲ್ಲಿ ಅಂದು ಬೆಳಿಗ್ಗೆ 9 ಗಂಟೆಗೆ ಸಹಸ್ರ ಕಮಲ ಹೂವಿನ ಬಹಿರಂಗ ಹರಾಜನ್ನು ಮಾಡಿ ಹರಾಜಿನಲ್ಲಿ ಹೆಚ್ಚಿನ ಮೊತ್ತಕ್ಕೆ ಭಾಗವಹಿಸಿದ್ದ ಭಕ್ತರ ಹೆಸರಿನಲ್ಲಿ ಸಹಸ್ರ ಕಮಲ ಪೂಜೆ — [306, 188, 544, 417]
rashi-prediction: ಕೋಪ — [134, 1271, 184, 1286]
article-paragraph: ಮಧುಗಿರಿ: ವಿದ್ಯಾರ್ಥಿಗಳು ಶಿಸ್ತು ಮತ್ತು ಸಂಯಮವನ್ನು ಮೈಗೊಡಿಸಿಕೊಳ್ಳಬೇಕೆಂದು ಸರ್ಕಾರಿ ಪ್ರಥಮ ದರ್ಜೆಯ ಸಹಾಯಕ ಪ್ರಾಧ್ಯಾಪಕ ಡಾ.ಶಿವಣ್ಣ ತಿಮ್ಮಲಾಪುರ ಕರೆ ನೀಡಿದರು. ಪಟ್ಟಣದ ಶ್ರೀ ರಾಘವೇಂದ್ರ ವಿಜ್ಞಾನ ಮತ್ತು ವಾಣಿಜ್ಯ ಪದವಿ ಪೂರ್ವ ಕಾಲೇಜಿನಲ್ಲಿ ಆಯೋಜಿಸಲಾಗಿದ್ದ ಕನ್ನಡ ಸಾಹಿತ್ಯ ಪರಿಷತ್ತು ಹಾಗೂ ಕಸಬಾ ಹೋಬಳಿಯ ಕಸಾಪ ಘಟಕದ ವತಿಯಿಂದ ಆಯೋಜಿಸಲಾಗಿದ್ದ ಶಾಲಾ ಕಾಲೇಜಿಗೊಂದು ಕನ್ನಡ ಕಾರ್ಯಕ್ರಮ, ಸಾಹಿತ್ಯ ಪರಿಷತ್ತಿನ ನಡಿಗೆ ವಿದ್ಯಾರ್ಥಿಗಳ ಮೌಲ್ಯದ ಕಡೆಗೆ ಎಂಬ ಕಾರ್ಯಕ್ರಮವನ್ನು ಉದ್ಘಾಟಿಸಿ ಮಾತನಾಡಿದ ಅವರು ವಿದ್ಯಾರ್ಥಿಗಳು ಅಂಬೇಡ್ಕರ್ ಹಾಗೂ — [803, 420, 1019, 686]
